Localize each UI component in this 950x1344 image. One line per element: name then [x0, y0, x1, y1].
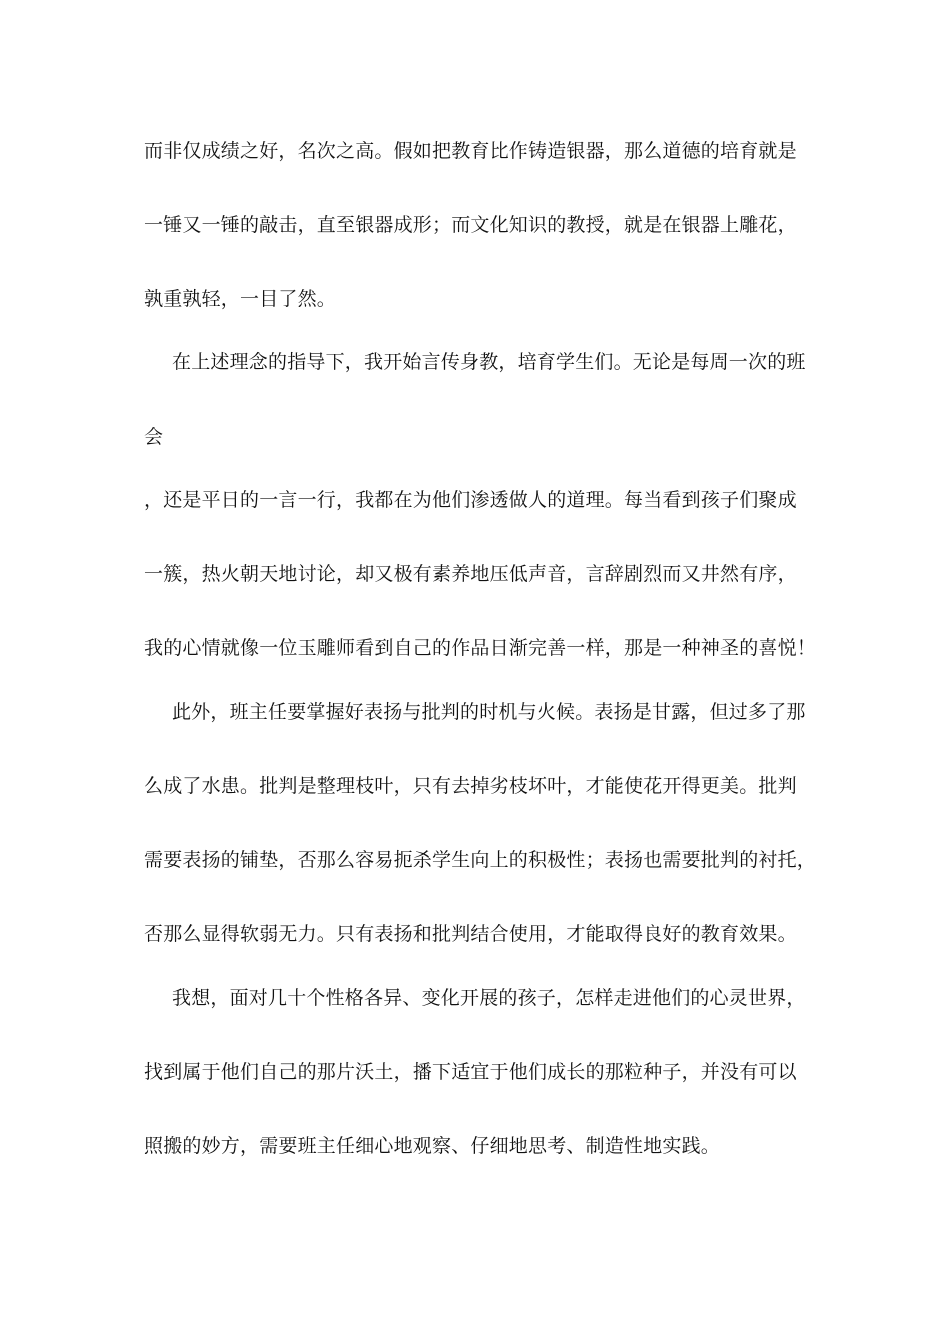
paragraph-start-line: 我想，面对几十个性格各异、变化开展的孩子，怎样走进他们的心灵世界， — [172, 987, 806, 1009]
text-line: 找到属于他们自己的那片沃土，播下适宜于他们成长的那粒种子，并没有可以 — [144, 1061, 797, 1083]
text-line: 孰重孰轻，一目了然。 — [144, 288, 337, 310]
text-line: 照搬的妙方，需要班主任细心地观察、仔细地思考、制造性地实践。 — [144, 1135, 721, 1157]
paragraph-start-line: 此外，班主任要掌握好表扬与批判的时机与火候。表扬是甘露，但过多了那 — [172, 701, 806, 723]
paragraph-start-line: 在上述理念的指导下，我开始言传身教，培育学生们。无论是每周一次的班 — [172, 351, 806, 373]
text-line: 需要表扬的铺垫，否那么容易扼杀学生向上的积极性；表扬也需要批判的衬托， — [144, 849, 817, 871]
text-line: 而非仅成绩之好，名次之高。假如把教育比作铸造银器，那么道德的培育就是 — [144, 140, 797, 162]
text-line: 一锤又一锤的敲击，直至银器成形；而文化知识的教授，就是在银器上雕花， — [144, 214, 797, 236]
text-line: 么成了水患。批判是整理枝叶，只有去掉劣枝坏叶，才能使花开得更美。批判 — [144, 775, 797, 797]
text-line: 会 — [144, 426, 164, 448]
text-line: 我的心情就像一位玉雕师看到自己的作品日渐完善一样，那是一种神圣的喜悦！ — [144, 637, 817, 659]
text-line: 否那么显得软弱无力。只有表扬和批判结合使用，才能取得良好的教育效果。 — [144, 923, 797, 945]
text-line: 一簇，热火朝天地讨论，却又极有素养地压低声音，言辞剧烈而又井然有序， — [144, 563, 797, 585]
text-line: ，还是平日的一言一行，我都在为他们渗透做人的道理。每当看到孩子们聚成 — [144, 489, 797, 511]
